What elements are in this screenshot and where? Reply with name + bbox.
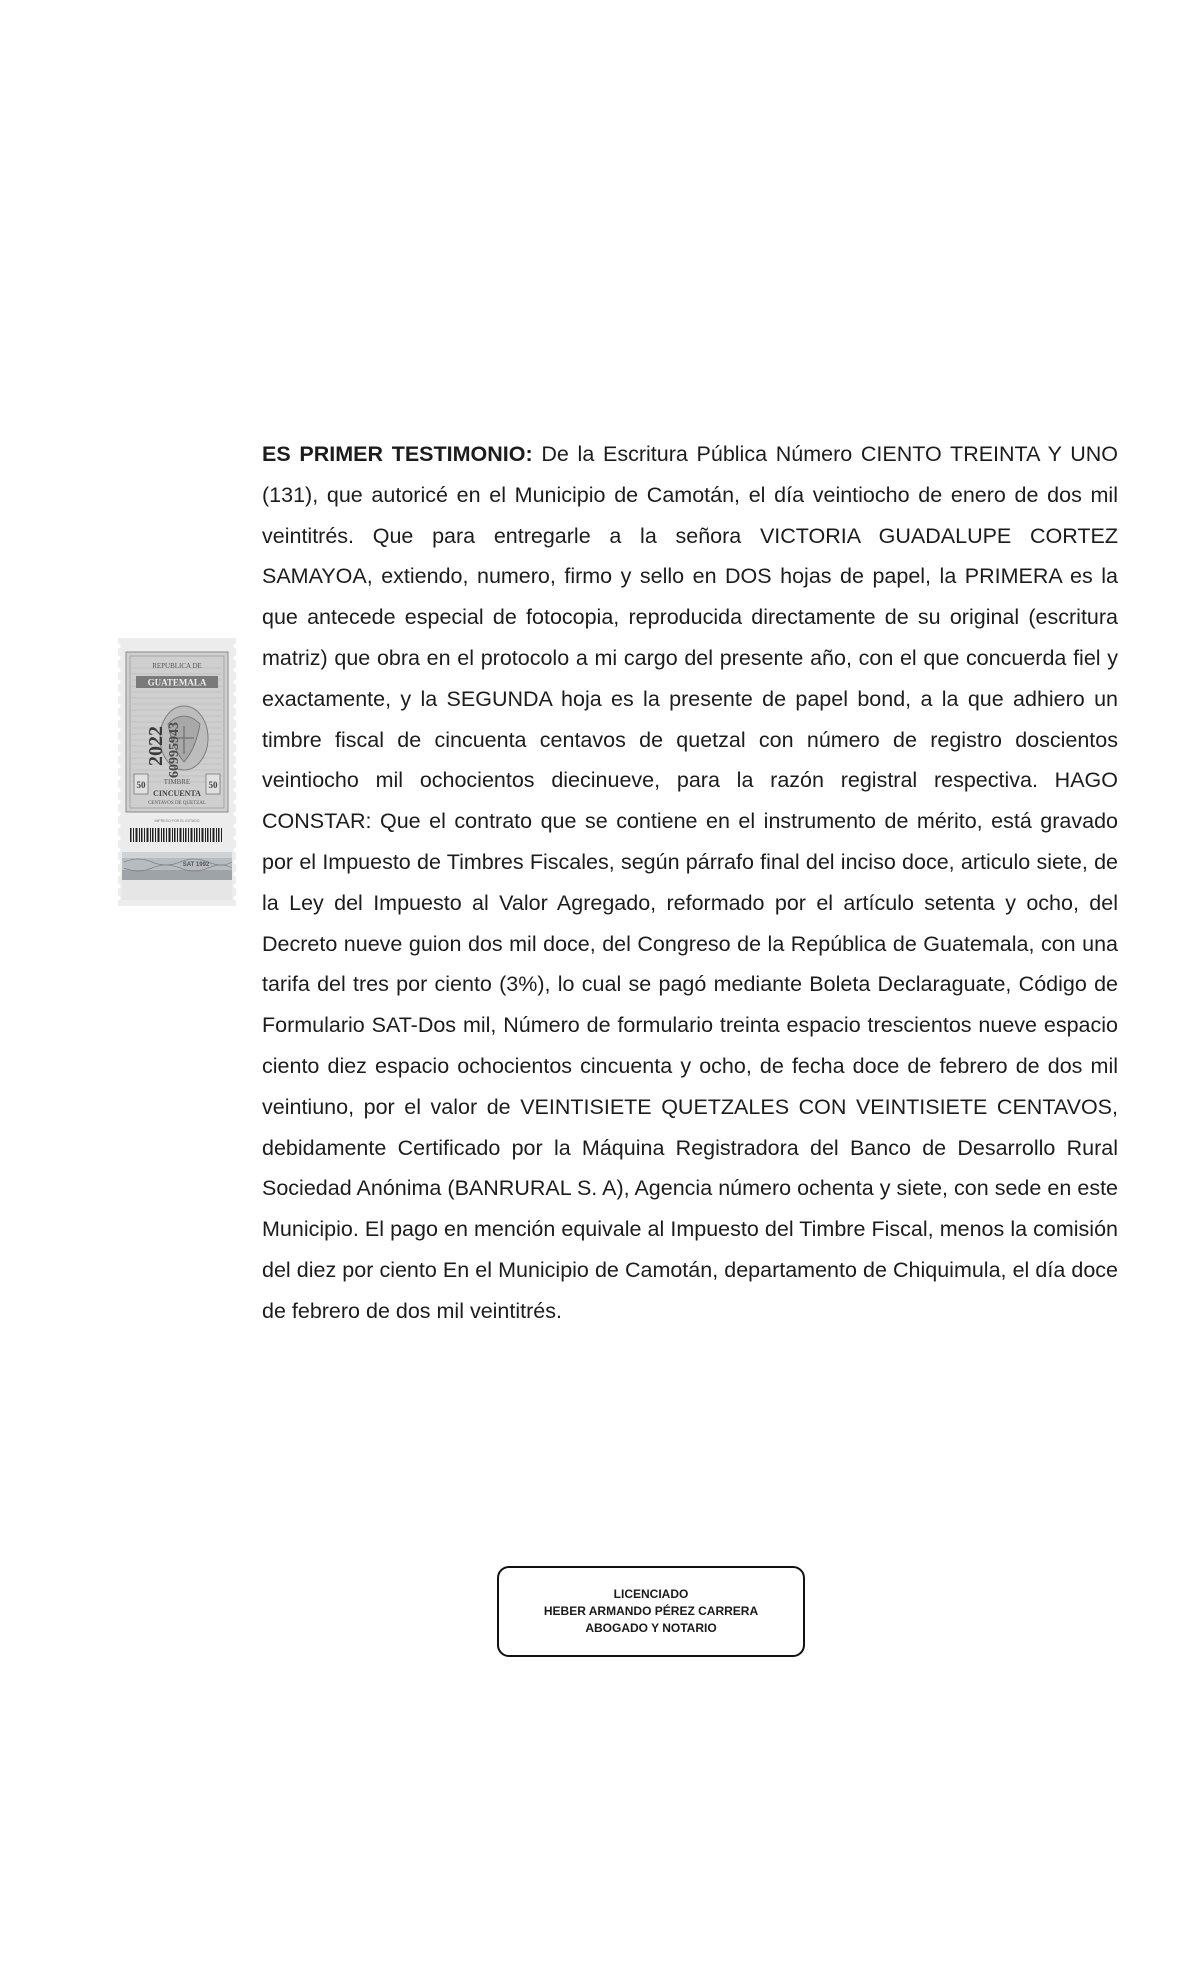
notary-seal-box: [497, 1566, 805, 1657]
stamp-denomination-left: 50: [136, 780, 146, 790]
stamp-country-top: REPUBLICA DE: [152, 662, 202, 670]
stamp-printer: IMPRESO POR EL ESTADO: [154, 819, 200, 823]
stamp-label: TIMBRE: [163, 778, 191, 786]
testimony-paragraph: [262, 434, 1118, 1332]
stamp-band-text: SAT 1992: [182, 862, 210, 868]
testimony-body: De la Escritura Pública Número CIENTO TREINTA Y UNO (131), que autoricé en el Municipio de Camotán, el día veintiocho de enero de dos mil veintitrés. Que para entregarle a la señora VICTORIA GUADALUPE CORTEZ SAMAYOA, extiendo, numero, firmo y sello en DOS hojas de papel, la PRIMERA es la que antecede especial de fotocopia, reproducida directamente de su original (escritura matriz) que obra en el protocolo a mi cargo del presente año, con el que concuerda fiel y exactamente, y la SEGUNDA hoja es la presente de papel bond, a la que adhiero un timbre fiscal de cincuenta centavos de quetzal con número de registro doscientos veintiocho mil ochocientos diecinueve, para la razón registral respectiva. HAGO CONSTAR: Que el contrato que se contiene en el instrumento de mérito, está gravado por el Impuesto de Timbres Fiscales, según párrafo final del inciso doce, articulo siete, de la Ley del Impuesto al Valor Agregado, reformado por el artículo setenta y ocho, del Decreto nueve guion dos mil doce, del Congreso de la República de Guatemala, con una tarifa del tres por ciento (3%), lo cual se pagó mediante Boleta Declaraguate, Código de Formulario SAT-Dos mil, Número de formulario treinta espacio trescientos nueve espacio ciento diez espacio ochocientos cincuenta y ocho, de fecha doce de febrero de dos mil veintiuno, por el valor de VEINTISIETE QUETZALES CON VEINTISIETE CENTAVOS, debidamente Certificado por la Máquina Registradora del Banco de Desarrollo Rural Sociedad Anónima (BANRURAL S. A), Agencia número ochenta y siete, con sede en este Municipio. El pago en mención equivale al Impuesto del Timbre Fiscal, menos la comisión del diez por ciento En el Municipio de Camotán, departamento de Chiquimula, el día doce de febrero de dos mil veintitrés.: [262, 442, 1119, 1323]
stamp-country: GUATEMALA: [147, 677, 207, 688]
fiscal-stamp: [118, 638, 236, 906]
fiscal-stamp-graphic: [118, 638, 236, 906]
stamp-year: 2022: [145, 726, 167, 766]
stamp-value-text: CINCUENTA: [153, 789, 201, 798]
notary-title: LICENCIADO: [613, 1587, 689, 1601]
stamp-serial: 60995943: [167, 722, 182, 778]
notary-profession: ABOGADO Y NOTARIO: [585, 1621, 717, 1635]
notary-name: HEBER ARMANDO PÉREZ CARRERA: [543, 1604, 759, 1618]
stamp-value-unit: CENTAVOS DE QUETZAL: [148, 801, 206, 806]
stamp-denomination-right: 50: [208, 780, 218, 790]
testimony-lead: ES PRIMER TESTIMONIO:: [262, 442, 533, 466]
